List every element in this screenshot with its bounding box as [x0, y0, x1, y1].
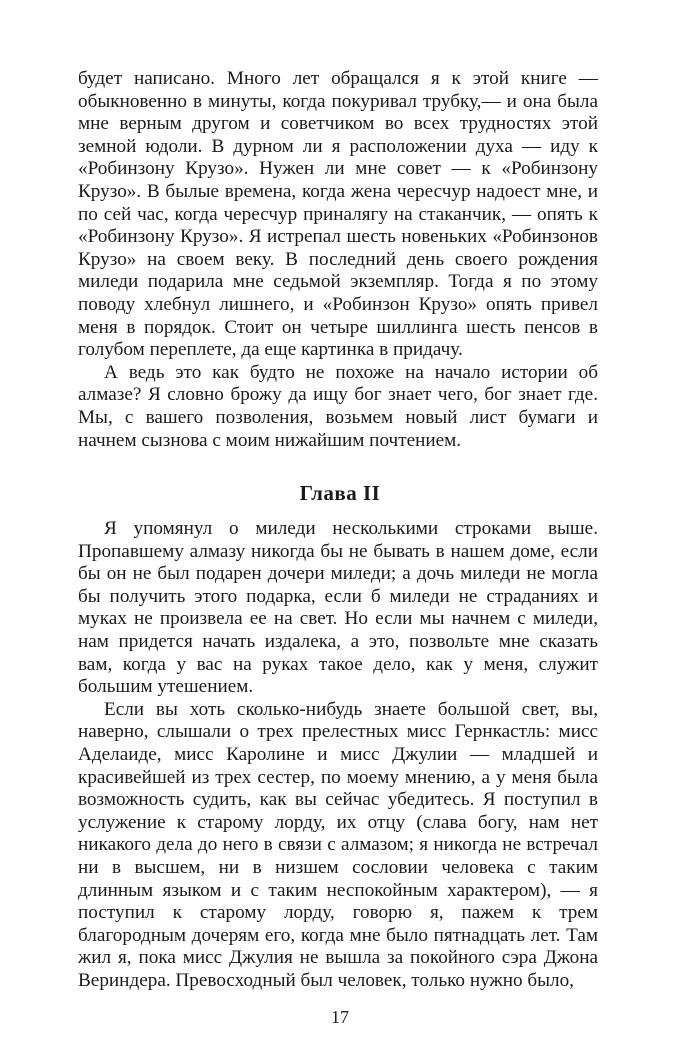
chapter-heading: Глава II [299, 481, 381, 505]
paragraph: А ведь это как будто не похоже на начало истории об алмазе? Я словно брожу да ищу бог знает чего, бог знает где. Мы, с вашего позволения, возьмем новый лист бумаги и начнем сызнова с моим нижайшим почтением. [78, 361, 598, 451]
page-number: 17 [331, 1007, 349, 1027]
text-block-chapter-two [78, 518, 598, 992]
paragraph: Если вы хоть сколько-нибудь знаете большой свет, вы, наверно, слышали о трех прелестных мисс Гернкастль: мисс Аделаиде, мисс Каролине и мисс Джулии — младшей и красивейшей из трех сестер, по моему мнению, а у меня была возможность судить, как вы сейчас убедитесь. Я поступил в услужение к старому лорду, их отцу (слава богу, нам нет никакого дела до него в связи с алмазом; я никогда не встречал ни в высшем, ни в низшем сословии человека с таким длинным языком и с таким неспокойным характером), — я поступил к старому лорду, говорю я, пажем к трем благородным дочерям его, когда мне было пятнадцать лет. Там жил я, пока мисс Джулия не вышла за покойного сэра Джона Вериндера. Превосходный был человек, только нужно было, [78, 698, 598, 991]
paragraph-continuation: будет написано. Много лет обращался я к этой книге — обыкновенно в минуты, когда покуривал трубку,— и она была мне верным другом и советчиком во всех трудностях этой земной юдоли. В дурном ли я расположении духа — иду к «Робинзону Крузо». Нужен ли мне совет — к «Робинзону Крузо». В былые времена, когда жена чересчур надоест мне, и по сей час, когда чересчур приналягу на стаканчик, — опять к «Робинзону Крузо». Я истрепал шесть новеньких «Робинзонов Крузо» на своем веку. В последний день своего рождения миледи подарила мне седьмой экземпляр. Тогда я по этому поводу хлебнул лишнего, и «Робинзон Крузо» опять привел меня в порядок. Стоит он четыре шиллинга шесть пенсов в голубом переплете, да еще картинка в придачу. [78, 68, 598, 361]
text-block-before-chapter [78, 68, 598, 452]
paragraph: Я упомянул о миледи несколькими строками выше. Пропавшему алмазу никогда бы не бывать в нашем доме, если бы он не был подарен дочери миледи; а дочь миледи не могла бы получить этого подарка, если б миледи не страданиях и муках не произвела ее на свет. Но если мы начнем с миледи, нам придется начать издалека, а это, позвольте мне сказать вам, когда у вас на руках такое дело, как у меня, служит большим утешением. [78, 518, 598, 698]
